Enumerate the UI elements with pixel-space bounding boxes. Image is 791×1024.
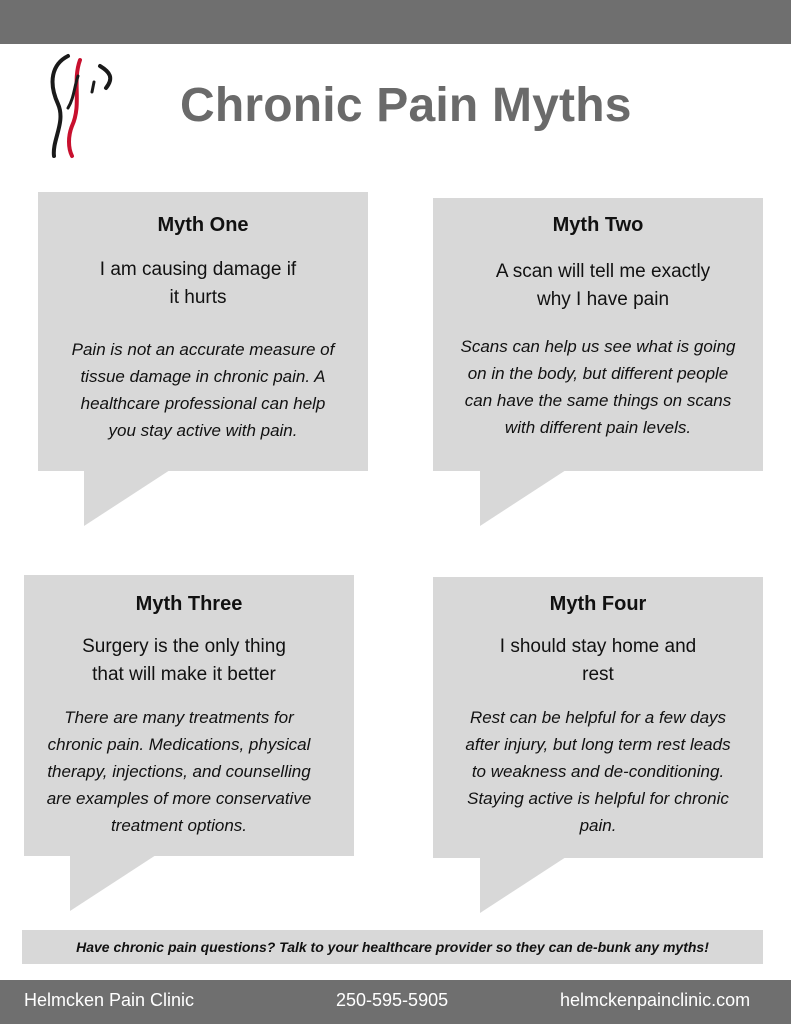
top-bar [0,0,791,44]
website-link[interactable]: helmckenpainclinic.com [560,990,751,1010]
explanation-line: therapy, injections, and counselling [47,762,311,781]
myth-two-bubble [433,198,763,471]
explanation-line: Staying active is helpful for chronic [467,789,729,808]
explanation-line: healthcare professional can help [80,394,326,413]
explanation-line: after injury, but long term rest leads [465,735,731,754]
explanation-line: Pain is not an accurate measure of [71,340,335,359]
speech-tail [480,470,566,526]
explanation-line: treatment options. [110,816,248,835]
statement-line: why I have pain [536,289,670,310]
explanation-line: to weakness and de-conditioning. [471,762,725,781]
speech-tail [70,855,156,911]
explanation-line: on in the body, but different people [467,364,729,383]
call-to-action-banner: Have chronic pain questions? Talk to your healthcare provider so they can de-bunk any myths! [22,930,763,964]
explanation-line: Scans can help us see what is going [460,337,736,356]
myth-one-bubble [38,192,368,471]
myth-heading: Myth Three [135,593,243,615]
statement-line: it hurts [169,287,227,308]
statement-line: rest [582,664,614,685]
footer-bar [0,980,791,1024]
explanation-line: can have the same things on scans [464,391,732,410]
explanation-line: tissue damage in chronic pain. A [80,367,326,386]
explanation-line: Rest can be helpful for a few days [469,708,727,727]
explanation-line: There are many treatments for [64,708,294,727]
myth-statement [433,633,763,689]
speech-tail [480,857,566,913]
myth-explanation [24,704,334,839]
myth-heading: Myth One [157,214,249,236]
explanation-line: with different pain levels. [504,418,692,437]
myth-statement [443,258,763,314]
myth-four-bubble [433,577,763,858]
speech-tail [84,470,170,526]
myth-explanation [433,333,763,441]
statement-line: that will make it better [92,664,276,685]
myth-statement [38,256,358,312]
clinic-name: Helmcken Pain Clinic [24,990,195,1010]
myth-explanation [433,704,763,839]
page-title: Chronic Pain Myths [180,79,632,132]
spine-figure-icon [38,52,118,160]
explanation-line: chronic pain. Medications, physical [47,735,311,754]
myth-heading: Myth Four [549,593,647,615]
phone-number: 250-595-5905 [336,990,449,1010]
statement-line: I should stay home and [499,636,697,657]
myth-three-bubble [24,575,354,856]
myth-heading: Myth Two [552,214,644,236]
statement-line: A scan will tell me exactly [495,261,711,282]
explanation-line: pain. [579,816,617,835]
statement-line: I am causing damage if [99,259,297,280]
myth-statement [24,633,344,689]
myth-explanation [38,336,368,444]
explanation-line: are examples of more conservative [46,789,312,808]
explanation-line: you stay active with pain. [108,421,298,440]
statement-line: Surgery is the only thing [82,636,286,657]
